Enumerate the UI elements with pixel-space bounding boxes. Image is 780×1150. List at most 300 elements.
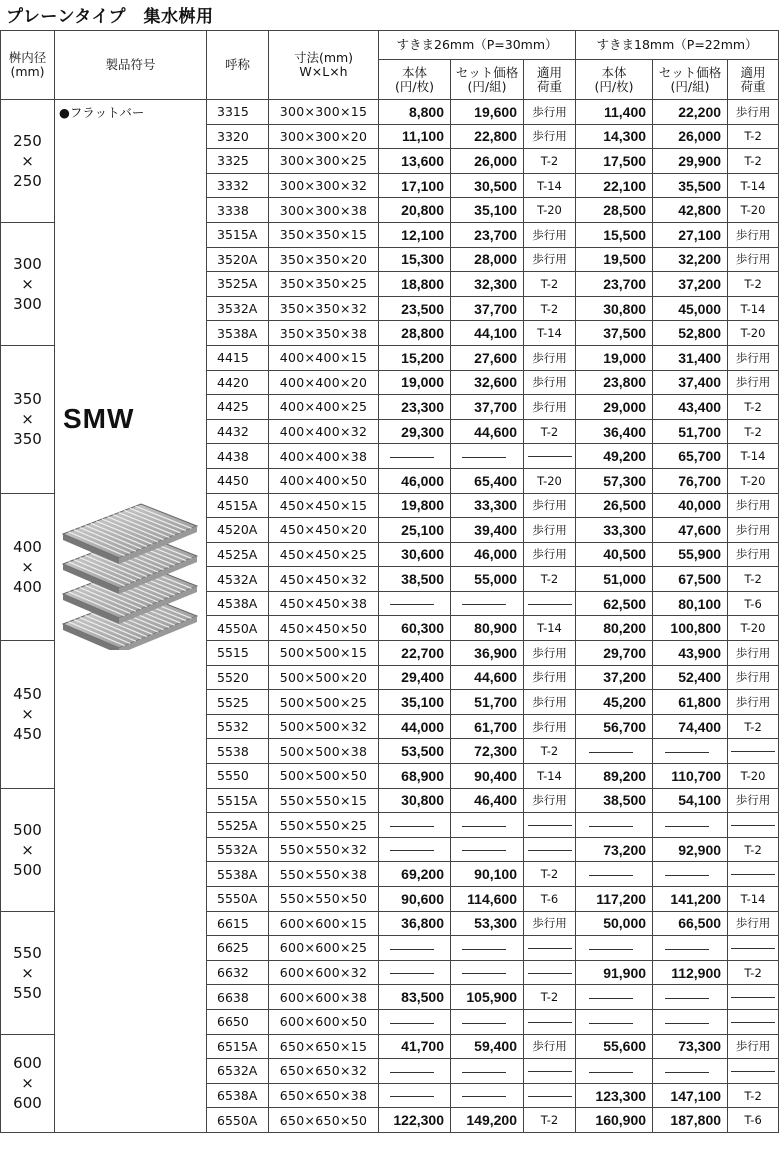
body-price-18-cell: 57,300 [576, 468, 653, 493]
size-cell: 350 × 350 [1, 345, 55, 493]
load-26-cell: T-2 [524, 1108, 576, 1133]
body-price-26-cell: 20,800 [379, 198, 451, 223]
body-price-26-cell [379, 591, 451, 616]
code-cell: 6632 [207, 960, 269, 985]
load-18-cell: 歩行用 [728, 493, 779, 518]
not-available-dash [665, 949, 709, 950]
load-18-cell: 歩行用 [728, 222, 779, 247]
body-price-26-cell: 18,800 [379, 272, 451, 297]
body-price-18-cell: 91,900 [576, 960, 653, 985]
body-price-26-cell [379, 1059, 451, 1084]
body-price-18-cell [576, 985, 653, 1010]
code-cell: 5515A [207, 788, 269, 813]
load-26-cell: 歩行用 [524, 518, 576, 543]
load-26-cell: T-20 [524, 198, 576, 223]
set-price-18-cell: 74,400 [653, 714, 728, 739]
set-price-18-cell: 47,600 [653, 518, 728, 543]
code-cell: 4450 [207, 468, 269, 493]
set-price-26-cell: 72,300 [451, 739, 524, 764]
set-price-26-cell [451, 1083, 524, 1108]
not-available-dash [528, 973, 572, 974]
set-price-26-cell [451, 591, 524, 616]
code-cell: 4538A [207, 591, 269, 616]
load-18-cell: T-14 [728, 887, 779, 912]
load-26-cell [524, 813, 576, 838]
not-available-dash [589, 949, 633, 950]
dimension-cell: 500×500×20 [269, 665, 379, 690]
header-product: 製品符号 [55, 31, 207, 100]
load-18-cell: 歩行用 [728, 247, 779, 272]
code-cell: 5538 [207, 739, 269, 764]
set-price-26-cell: 36,900 [451, 641, 524, 666]
body-price-18-cell: 29,000 [576, 395, 653, 420]
load-26-cell: 歩行用 [524, 542, 576, 567]
body-price-26-cell [379, 813, 451, 838]
code-cell: 5520 [207, 665, 269, 690]
code-cell: 4520A [207, 518, 269, 543]
set-price-26-cell: 35,100 [451, 198, 524, 223]
body-price-26-cell: 46,000 [379, 468, 451, 493]
set-price-18-cell: 67,500 [653, 567, 728, 592]
body-price-26-cell: 69,200 [379, 862, 451, 887]
not-available-dash [589, 752, 633, 753]
dimension-cell: 400×400×50 [269, 468, 379, 493]
set-price-18-cell: 100,800 [653, 616, 728, 641]
body-price-26-cell: 29,400 [379, 665, 451, 690]
not-available-dash [665, 826, 709, 827]
set-price-18-cell: 92,900 [653, 837, 728, 862]
load-26-cell: T-2 [524, 296, 576, 321]
header-load-26: 適用 荷重 [524, 60, 576, 100]
load-26-cell: 歩行用 [524, 395, 576, 420]
load-26-cell: T-14 [524, 616, 576, 641]
code-cell: 5538A [207, 862, 269, 887]
not-available-dash [528, 1096, 572, 1097]
not-available-dash [390, 1023, 434, 1024]
load-18-cell: 歩行用 [728, 911, 779, 936]
set-price-26-cell: 44,600 [451, 419, 524, 444]
load-26-cell: 歩行用 [524, 345, 576, 370]
set-price-26-cell [451, 960, 524, 985]
body-price-18-cell: 26,500 [576, 493, 653, 518]
set-price-26-cell: 32,300 [451, 272, 524, 297]
set-price-26-cell: 30,500 [451, 173, 524, 198]
not-available-dash [462, 826, 506, 827]
not-available-dash [665, 1072, 709, 1073]
set-price-26-cell: 46,400 [451, 788, 524, 813]
load-26-cell [524, 1083, 576, 1108]
dimension-cell: 400×400×15 [269, 345, 379, 370]
code-cell: 6625 [207, 936, 269, 961]
body-price-18-cell: 73,200 [576, 837, 653, 862]
code-cell: 4415 [207, 345, 269, 370]
code-cell: 3320 [207, 124, 269, 149]
not-available-dash [589, 1072, 633, 1073]
load-26-cell: 歩行用 [524, 100, 576, 125]
not-available-dash [462, 1072, 506, 1073]
body-price-18-cell: 89,200 [576, 764, 653, 789]
body-price-18-cell: 14,300 [576, 124, 653, 149]
body-price-26-cell: 17,100 [379, 173, 451, 198]
body-price-18-cell: 19,000 [576, 345, 653, 370]
body-price-26-cell [379, 936, 451, 961]
dimension-cell: 350×350×38 [269, 321, 379, 346]
body-price-26-cell: 29,300 [379, 419, 451, 444]
price-table [0, 30, 779, 1133]
load-26-cell [524, 1059, 576, 1084]
body-price-18-cell: 30,800 [576, 296, 653, 321]
body-price-26-cell: 122,300 [379, 1108, 451, 1133]
body-price-18-cell: 37,500 [576, 321, 653, 346]
body-price-26-cell: 90,600 [379, 887, 451, 912]
set-price-26-cell [451, 837, 524, 862]
price-table-body [1, 100, 779, 1133]
load-18-cell: T-2 [728, 1083, 779, 1108]
body-price-26-cell: 60,300 [379, 616, 451, 641]
body-price-26-cell [379, 837, 451, 862]
set-price-18-cell: 43,400 [653, 395, 728, 420]
dimension-cell: 550×550×32 [269, 837, 379, 862]
code-cell: 3525A [207, 272, 269, 297]
load-18-cell: T-2 [728, 419, 779, 444]
set-price-26-cell: 105,900 [451, 985, 524, 1010]
body-price-18-cell: 28,500 [576, 198, 653, 223]
load-26-cell: 歩行用 [524, 493, 576, 518]
code-cell: 3332 [207, 173, 269, 198]
header-load-18: 適用 荷重 [728, 60, 779, 100]
code-cell: 5525A [207, 813, 269, 838]
load-26-cell [524, 444, 576, 469]
set-price-18-cell: 45,000 [653, 296, 728, 321]
body-price-18-cell: 19,500 [576, 247, 653, 272]
set-price-18-cell: 61,800 [653, 690, 728, 715]
code-cell: 4420 [207, 370, 269, 395]
body-price-26-cell: 30,800 [379, 788, 451, 813]
dimension-cell: 300×300×20 [269, 124, 379, 149]
set-price-18-cell: 37,400 [653, 370, 728, 395]
body-price-18-cell: 45,200 [576, 690, 653, 715]
set-price-18-cell: 147,100 [653, 1083, 728, 1108]
body-price-26-cell: 44,000 [379, 714, 451, 739]
set-price-26-cell: 51,700 [451, 690, 524, 715]
load-26-cell: T-14 [524, 764, 576, 789]
load-26-cell: 歩行用 [524, 690, 576, 715]
load-26-cell: T-2 [524, 272, 576, 297]
code-cell: 5550A [207, 887, 269, 912]
table-row [1, 100, 779, 125]
not-available-dash [390, 457, 434, 458]
load-26-cell: T-2 [524, 149, 576, 174]
load-26-cell: 歩行用 [524, 911, 576, 936]
header-size: 桝内径 (mm) [1, 31, 55, 100]
set-price-18-cell: 22,200 [653, 100, 728, 125]
body-price-26-cell: 22,700 [379, 641, 451, 666]
load-18-cell: T-2 [728, 567, 779, 592]
dimension-cell: 450×450×25 [269, 542, 379, 567]
dimension-cell: 300×300×32 [269, 173, 379, 198]
load-26-cell: 歩行用 [524, 641, 576, 666]
size-cell: 550 × 550 [1, 911, 55, 1034]
load-18-cell [728, 985, 779, 1010]
load-26-cell: T-2 [524, 419, 576, 444]
not-available-dash [731, 948, 775, 949]
not-available-dash [731, 997, 775, 998]
load-26-cell [524, 837, 576, 862]
set-price-18-cell: 31,400 [653, 345, 728, 370]
code-cell: 6515A [207, 1034, 269, 1059]
set-price-18-cell [653, 813, 728, 838]
body-price-26-cell: 83,500 [379, 985, 451, 1010]
load-26-cell: 歩行用 [524, 222, 576, 247]
body-price-18-cell: 33,300 [576, 518, 653, 543]
dimension-cell: 600×600×38 [269, 985, 379, 1010]
load-18-cell: T-2 [728, 714, 779, 739]
dimension-cell: 550×550×15 [269, 788, 379, 813]
dimension-cell: 350×350×20 [269, 247, 379, 272]
dimension-cell: 350×350×15 [269, 222, 379, 247]
body-price-18-cell: 55,600 [576, 1034, 653, 1059]
dimension-cell: 450×450×20 [269, 518, 379, 543]
body-price-26-cell: 35,100 [379, 690, 451, 715]
set-price-18-cell: 76,700 [653, 468, 728, 493]
body-price-18-cell: 15,500 [576, 222, 653, 247]
product-name: SMW [63, 403, 135, 434]
dimension-cell: 500×500×15 [269, 641, 379, 666]
code-cell: 3532A [207, 296, 269, 321]
header-dimension: 寸法(mm) W×L×h [269, 31, 379, 100]
body-price-18-cell: 22,100 [576, 173, 653, 198]
set-price-18-cell: 40,000 [653, 493, 728, 518]
not-available-dash [731, 874, 775, 875]
body-price-18-cell: 50,000 [576, 911, 653, 936]
set-price-26-cell [451, 936, 524, 961]
load-26-cell: 歩行用 [524, 1034, 576, 1059]
header-set-price-18: セット価格 (円/組) [653, 60, 728, 100]
header-code: 呼称 [207, 31, 269, 100]
body-price-26-cell: 11,100 [379, 124, 451, 149]
code-cell: 6550A [207, 1108, 269, 1133]
load-18-cell [728, 813, 779, 838]
dimension-cell: 500×500×38 [269, 739, 379, 764]
load-18-cell: T-20 [728, 321, 779, 346]
load-18-cell: 歩行用 [728, 690, 779, 715]
load-18-cell: 歩行用 [728, 345, 779, 370]
body-price-26-cell: 25,100 [379, 518, 451, 543]
not-available-dash [731, 751, 775, 752]
load-18-cell: T-20 [728, 468, 779, 493]
set-price-26-cell: 90,100 [451, 862, 524, 887]
body-price-18-cell: 36,400 [576, 419, 653, 444]
body-price-26-cell: 23,300 [379, 395, 451, 420]
set-price-26-cell: 44,600 [451, 665, 524, 690]
body-price-26-cell: 13,600 [379, 149, 451, 174]
body-price-18-cell: 40,500 [576, 542, 653, 567]
code-cell: 4550A [207, 616, 269, 641]
set-price-26-cell: 114,600 [451, 887, 524, 912]
body-price-26-cell: 19,800 [379, 493, 451, 518]
set-price-26-cell [451, 1009, 524, 1034]
set-price-18-cell: 52,400 [653, 665, 728, 690]
load-18-cell: T-14 [728, 173, 779, 198]
body-price-18-cell: 123,300 [576, 1083, 653, 1108]
load-26-cell [524, 591, 576, 616]
dimension-cell: 550×550×25 [269, 813, 379, 838]
set-price-18-cell: 29,900 [653, 149, 728, 174]
dimension-cell: 650×650×32 [269, 1059, 379, 1084]
load-18-cell: T-20 [728, 616, 779, 641]
not-available-dash [589, 1023, 633, 1024]
set-price-26-cell: 65,400 [451, 468, 524, 493]
body-price-18-cell: 80,200 [576, 616, 653, 641]
code-cell: 3515A [207, 222, 269, 247]
not-available-dash [462, 457, 506, 458]
set-price-26-cell: 33,300 [451, 493, 524, 518]
code-cell: 5532 [207, 714, 269, 739]
set-price-18-cell: 32,200 [653, 247, 728, 272]
code-cell: 5515 [207, 641, 269, 666]
set-price-18-cell [653, 1009, 728, 1034]
dimension-cell: 650×650×38 [269, 1083, 379, 1108]
not-available-dash [528, 850, 572, 851]
set-price-26-cell: 32,600 [451, 370, 524, 395]
dimension-cell: 500×500×32 [269, 714, 379, 739]
not-available-dash [462, 604, 506, 605]
set-price-18-cell: 110,700 [653, 764, 728, 789]
body-price-18-cell: 160,900 [576, 1108, 653, 1133]
set-price-18-cell [653, 862, 728, 887]
body-price-18-cell: 62,500 [576, 591, 653, 616]
load-26-cell: T-2 [524, 862, 576, 887]
set-price-26-cell: 37,700 [451, 395, 524, 420]
body-price-26-cell [379, 444, 451, 469]
code-cell: 5532A [207, 837, 269, 862]
body-price-26-cell [379, 1009, 451, 1034]
code-cell: 6615 [207, 911, 269, 936]
set-price-26-cell: 39,400 [451, 518, 524, 543]
price-table-wrapper [0, 30, 779, 1133]
load-18-cell: T-14 [728, 296, 779, 321]
dimension-cell: 400×400×38 [269, 444, 379, 469]
code-cell: 4432 [207, 419, 269, 444]
not-available-dash [462, 1023, 506, 1024]
load-26-cell: T-6 [524, 887, 576, 912]
header-gap-26: すきま26mm（P=30mm） [379, 31, 576, 60]
body-price-18-cell: 38,500 [576, 788, 653, 813]
load-18-cell: 歩行用 [728, 542, 779, 567]
set-price-26-cell: 55,000 [451, 567, 524, 592]
not-available-dash [528, 456, 572, 457]
set-price-18-cell: 35,500 [653, 173, 728, 198]
grating-stack-image [59, 482, 201, 650]
set-price-18-cell: 54,100 [653, 788, 728, 813]
set-price-26-cell: 27,600 [451, 345, 524, 370]
body-price-18-cell: 23,800 [576, 370, 653, 395]
not-available-dash [665, 875, 709, 876]
body-price-26-cell: 12,100 [379, 222, 451, 247]
product-label: ●フラットバー [59, 105, 145, 120]
product-cell [55, 100, 207, 1133]
load-18-cell: T-14 [728, 444, 779, 469]
body-price-26-cell [379, 1083, 451, 1108]
size-cell: 500 × 500 [1, 788, 55, 911]
body-price-26-cell: 68,900 [379, 764, 451, 789]
dimension-cell: 450×450×50 [269, 616, 379, 641]
dimension-cell: 600×600×25 [269, 936, 379, 961]
body-price-18-cell: 51,000 [576, 567, 653, 592]
size-cell: 250 × 250 [1, 100, 55, 223]
body-price-26-cell: 36,800 [379, 911, 451, 936]
dimension-cell: 500×500×50 [269, 764, 379, 789]
set-price-26-cell: 23,700 [451, 222, 524, 247]
code-cell: 6650 [207, 1009, 269, 1034]
set-price-26-cell: 22,800 [451, 124, 524, 149]
load-18-cell: 歩行用 [728, 665, 779, 690]
not-available-dash [528, 1022, 572, 1023]
load-18-cell: T-20 [728, 198, 779, 223]
load-18-cell: 歩行用 [728, 641, 779, 666]
load-18-cell: T-6 [728, 1108, 779, 1133]
dimension-cell: 500×500×25 [269, 690, 379, 715]
load-26-cell [524, 1009, 576, 1034]
dimension-cell: 350×350×25 [269, 272, 379, 297]
body-price-26-cell: 41,700 [379, 1034, 451, 1059]
dimension-cell: 600×600×15 [269, 911, 379, 936]
not-available-dash [528, 948, 572, 949]
set-price-18-cell: 73,300 [653, 1034, 728, 1059]
header-body-price-26: 本体 (円/枚) [379, 60, 451, 100]
set-price-18-cell: 80,100 [653, 591, 728, 616]
load-26-cell: T-2 [524, 985, 576, 1010]
load-26-cell [524, 960, 576, 985]
set-price-26-cell: 59,400 [451, 1034, 524, 1059]
load-18-cell [728, 936, 779, 961]
set-price-18-cell: 42,800 [653, 198, 728, 223]
set-price-18-cell: 52,800 [653, 321, 728, 346]
code-cell: 4532A [207, 567, 269, 592]
dimension-cell: 300×300×25 [269, 149, 379, 174]
set-price-18-cell: 27,100 [653, 222, 728, 247]
load-26-cell: 歩行用 [524, 714, 576, 739]
load-18-cell: T-2 [728, 837, 779, 862]
set-price-26-cell: 19,600 [451, 100, 524, 125]
load-18-cell: 歩行用 [728, 518, 779, 543]
set-price-26-cell: 80,900 [451, 616, 524, 641]
body-price-26-cell: 8,800 [379, 100, 451, 125]
load-18-cell [728, 1059, 779, 1084]
set-price-18-cell [653, 1059, 728, 1084]
not-available-dash [390, 604, 434, 605]
not-available-dash [528, 825, 572, 826]
dimension-cell: 300×300×15 [269, 100, 379, 125]
code-cell: 6638 [207, 985, 269, 1010]
set-price-26-cell: 90,400 [451, 764, 524, 789]
code-cell: 3538A [207, 321, 269, 346]
code-cell: 5525 [207, 690, 269, 715]
code-cell: 4438 [207, 444, 269, 469]
load-18-cell: T-2 [728, 272, 779, 297]
load-26-cell: T-20 [524, 468, 576, 493]
set-price-26-cell [451, 813, 524, 838]
set-price-26-cell: 149,200 [451, 1108, 524, 1133]
load-18-cell: T-2 [728, 149, 779, 174]
body-price-18-cell: 17,500 [576, 149, 653, 174]
body-price-18-cell [576, 813, 653, 838]
set-price-18-cell [653, 985, 728, 1010]
load-18-cell: T-2 [728, 395, 779, 420]
header-body-price-18: 本体 (円/枚) [576, 60, 653, 100]
body-price-26-cell: 53,500 [379, 739, 451, 764]
not-available-dash [390, 1072, 434, 1073]
